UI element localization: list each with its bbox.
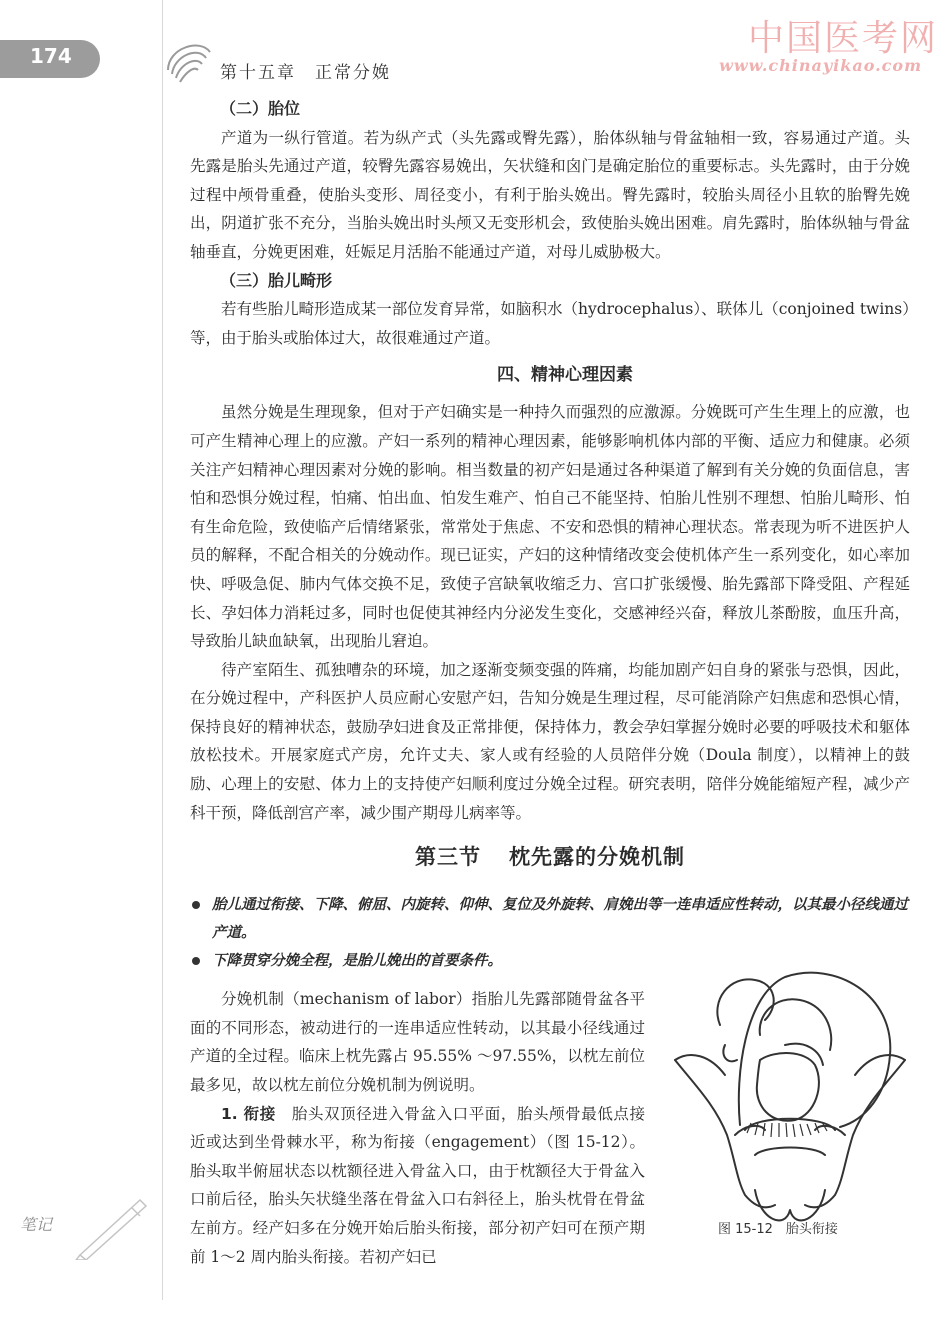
notes-label: 笔记 bbox=[20, 1215, 53, 1234]
section-title bbox=[190, 841, 910, 873]
paragraph: 待产室陌生、孤独嘈杂的环境，加之逐渐变频变强的阵痛，均能加剧产妇自身的紧张与恐惧，因此，在分娩过程中，产科医护人员应耐心安慰产妇，告知分娩是生理过程，尽可能消除产妇焦虑和恐惧心情，保持良好的精神状态，鼓励孕妇进食及正常排便，保持体力，教会孕妇掌握分娩时必要的呼吸技术和躯体放松技术。开展家庭式产房，允许丈夫、家人或有经验的人员陪伴分娩（Doula 制度），以精神上的鼓励、心理上的安慰、体力上的支持使产妇顺利度过分娩全过程。研究表明，陪伴分娩能缩短产程，减少产科干预，降低剖宫产率，减少围产期母儿病率等。 bbox=[190, 660, 910, 822]
section-heading: 四、精神心理因素 bbox=[497, 365, 633, 386]
section-number: 第三节 bbox=[415, 845, 481, 870]
figure-caption: 图 15-12 胎头衔接 bbox=[718, 1222, 838, 1237]
paragraph: 产道为一纵行管道。若为纵产式（头先露或臀先露），胎体纵轴与骨盆轴相一致，容易通过产道。头先露是胎头先通过产道，较臀先露容易娩出，矢状缝和囟门是确定胎位的重要标志。头先露时，由于分娩过程中颅骨重叠，使胎头变形、周径变小，有利于胎头娩出。臀先露时，较胎头周径小且软的胎臀先娩出，阴道扩张不充分，当胎头娩出时头颅又无变形机会，致使胎头娩出困难。肩先露时，胎体纵轴与骨盆轴垂直，分娩更困难，妊娠足月活胎不能通过产道，对母儿威胁极大。 bbox=[190, 128, 910, 261]
page-number: 174 bbox=[30, 44, 72, 68]
subsection-heading: （三）胎儿畸形 bbox=[220, 270, 333, 290]
watermark-url: www.chinayikao.com bbox=[719, 56, 922, 75]
step-label: 1. 衔接 bbox=[221, 1104, 276, 1123]
pencil-icon bbox=[70, 1190, 150, 1260]
key-point: 胎儿通过衔接、下降、俯屈、内旋转、仰伸、复位及外旋转、肩娩出等一连串适应性转动，以其最小径线通过产道。 bbox=[190, 891, 910, 947]
chapter-title: 第十五章 正常分娩 bbox=[220, 63, 391, 83]
section-title-text: 枕先露的分娩机制 bbox=[509, 845, 685, 870]
key-point: 下降贯穿分娩全程，是胎儿娩出的首要条件。 bbox=[190, 947, 910, 975]
watermark-site-name: 中国医考网 bbox=[747, 18, 938, 59]
margin-rule bbox=[162, 0, 163, 1300]
fetal-head-engagement-illustration bbox=[665, 955, 915, 1235]
subsection-heading: （二）胎位 bbox=[220, 99, 301, 118]
paragraph: 分娩机制（mechanism of labor）指胎儿先露部随骨盆各平面的不同形态，被动进行的一连串适应性转动，以其最小径线通过产道的全过程。临床上枕先露占 95.55% ～97.55%，以枕左前位最多见，故以枕左前位分娩机制为例说明。 bbox=[190, 990, 645, 1095]
paragraph: 虽然分娩是生理现象，但对于产妇确实是一种持久而强烈的应激源。分娩既可产生生理上的应激，也可产生精神心理上的应激。产妇一系列的精神心理因素，能够影响机体内部的平衡、适应力和健康。必须关注产妇精神心理因素对分娩的影响。相当数量的初产妇是通过各种渠道了解到有关分娩的负面信息，害怕和恐惧分娩过程，怕痛、怕出血、怕发生难产、怕自己不能坚持、怕胎儿性别不理想、怕胎儿畸形、怕有生命危险，致使临产后情绪紧张，常常处于焦虑、不安和恐惧的精神心理状态。常表现为听不进医护人员的解释，不配合相关的分娩动作。现已证实，产妇的这种情绪改变会使机体产生一系列变化，如心率加快、呼吸急促、肺内气体交换不足，致使子宫缺氧收缩乏力、宫口扩张缓慢、胎先露部下降受阻、产程延长、孕妇体力消耗过多，同时也促使其神经内分泌发生变化，交感神经兴奋，释放儿茶酚胺，血压升高，导致胎儿缺血缺氧，出现胎儿窘迫。 bbox=[190, 403, 910, 651]
step-text: 胎头双顶径进入骨盆入口平面，胎头颅骨最低点接近或达到坐骨棘水平，称为衔接（engagement）（图 15-12）。胎头取半俯屈状态以枕额径进入骨盆入口，由于枕额径大于骨盆入口前后径，胎头矢状缝坐落在骨盆入口右斜径上，胎头枕骨在骨盆左前方。经产妇多在分娩开始后胎头衔接，部分初产妇可在预产期前 1～2 周内胎头衔接。若初产妇已 bbox=[190, 1104, 645, 1266]
text-column bbox=[190, 985, 645, 1271]
paragraph: 若有些胎儿畸形造成某一部位发育异常，如脑积水（hydrocephalus）、联体儿（conjoined twins）等，由于胎头或胎体过大，故很难通过产道。 bbox=[190, 300, 910, 347]
paragraph bbox=[190, 1100, 645, 1272]
swirl-logo-icon bbox=[160, 30, 218, 88]
